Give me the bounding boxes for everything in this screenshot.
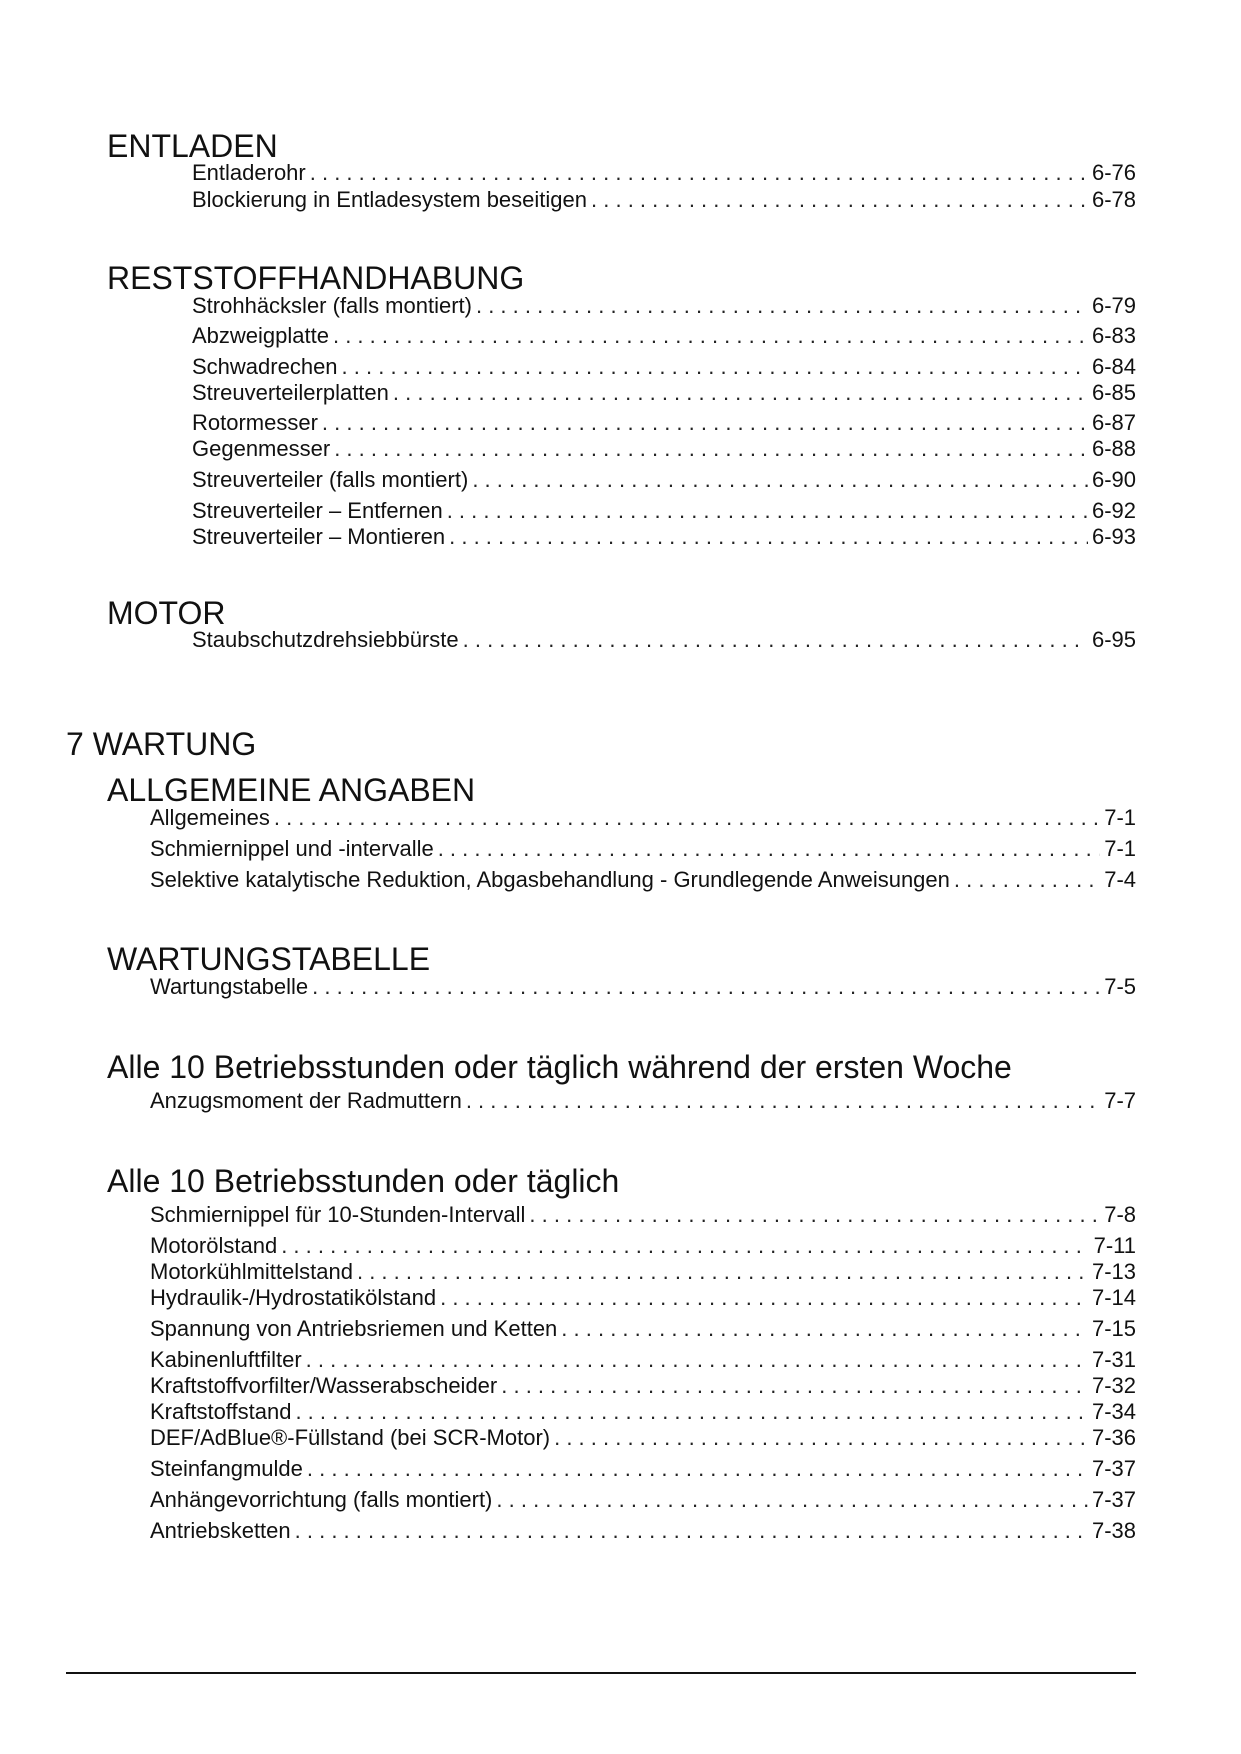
toc-entry-page: 7-13: [1091, 1259, 1136, 1284]
toc-entry[interactable]: [192, 627, 1136, 653]
toc-entry[interactable]: [150, 1456, 1136, 1482]
dot-leader: [333, 323, 1088, 349]
dot-leader: [310, 160, 1088, 186]
toc-entry[interactable]: [192, 410, 1136, 436]
toc-entry[interactable]: [150, 1233, 1136, 1259]
toc-entry-page: 7-31: [1091, 1347, 1136, 1372]
dot-leader: [334, 436, 1088, 462]
toc-entry-label: Schmiernippel für 10-Stunden-Intervall: [150, 1202, 526, 1227]
toc-entry[interactable]: [150, 1316, 1136, 1342]
toc-entry-label: Streuverteiler – Entfernen: [192, 498, 443, 523]
toc-entry-page: 6-78: [1091, 187, 1136, 212]
section-title-wartungstabelle: WARTUNGSTABELLE: [107, 941, 431, 977]
toc-entry[interactable]: [150, 867, 1136, 893]
toc-entry-page: 7-7: [1104, 1088, 1136, 1113]
toc-entry-page: 6-92: [1091, 498, 1136, 523]
toc-entry-page: 7-37: [1091, 1487, 1136, 1512]
toc-entry-label: Kraftstoffvorfilter/Wasserabscheider: [150, 1373, 498, 1398]
section-title-entladen: ENTLADEN: [107, 128, 278, 164]
toc-entry-label: Strohhäcksler (falls montiert): [192, 293, 472, 318]
toc-entry-label: Antriebsketten: [150, 1518, 291, 1543]
toc-entry[interactable]: [150, 974, 1136, 1000]
dot-leader: [447, 498, 1088, 524]
toc-entry-label: Gegenmesser: [192, 436, 331, 461]
toc-entry-label: Anzugsmoment der Radmuttern: [150, 1088, 462, 1113]
toc-entry-label: DEF/AdBlue®-Füllstand (bei SCR-Motor): [150, 1425, 551, 1450]
toc-entry-page: 7-34: [1091, 1399, 1136, 1424]
toc-entry-label: Kabinenluftfilter: [150, 1347, 302, 1372]
toc-entry-page: 6-83: [1091, 323, 1136, 348]
toc-entry[interactable]: [192, 187, 1136, 213]
toc-entry-label: Kraftstoffstand: [150, 1399, 292, 1424]
toc-entry-page: 7-32: [1091, 1373, 1136, 1398]
toc-entry[interactable]: [150, 1373, 1136, 1399]
dot-leader: [295, 1399, 1088, 1425]
dot-leader: [501, 1373, 1088, 1399]
dot-leader: [281, 1233, 1089, 1259]
dot-leader: [357, 1259, 1088, 1285]
dot-leader: [438, 836, 1101, 862]
dot-leader: [312, 974, 1100, 1000]
toc-entry[interactable]: [150, 836, 1136, 862]
toc-entry-page: 6-88: [1091, 436, 1136, 461]
section-title-motor: MOTOR: [107, 595, 226, 631]
toc-entry[interactable]: [150, 1518, 1136, 1544]
toc-entry-label: Selektive katalytische Reduktion, Abgasbehandlung - Grundlegende Anweisungen: [150, 867, 950, 892]
dot-leader: [342, 354, 1088, 380]
toc-entry-page: 7-4: [1104, 867, 1136, 892]
toc-entry[interactable]: [150, 805, 1136, 831]
toc-entry[interactable]: [192, 293, 1136, 319]
toc-entry-label: Allgemeines: [150, 805, 270, 830]
toc-entry-page: 7-36: [1091, 1425, 1136, 1450]
toc-entry-label: Abzweigplatte: [192, 323, 329, 348]
toc-entry-page: 6-95: [1091, 627, 1136, 652]
dot-leader: [449, 524, 1088, 550]
toc-entry-page: 6-79: [1091, 293, 1136, 318]
toc-entry[interactable]: [192, 498, 1136, 524]
dot-leader: [274, 805, 1100, 831]
toc-entry-page: 6-76: [1091, 160, 1136, 185]
toc-entry-page: 7-38: [1091, 1518, 1136, 1543]
dot-leader: [561, 1316, 1088, 1342]
toc-entry[interactable]: [150, 1202, 1136, 1228]
dot-leader: [463, 627, 1088, 653]
dot-leader: [466, 1088, 1100, 1114]
toc-entry[interactable]: [150, 1487, 1136, 1513]
dot-leader: [306, 1347, 1088, 1373]
toc-entry[interactable]: [192, 436, 1136, 462]
toc-entry[interactable]: [150, 1399, 1136, 1425]
toc-entry-page: 7-1: [1104, 836, 1136, 861]
section-title-allgemeine-angaben: ALLGEMEINE ANGABEN: [107, 772, 476, 808]
toc-entry-label: Schmiernippel und -intervalle: [150, 836, 434, 861]
toc-entry[interactable]: [192, 524, 1136, 550]
toc-entry-label: Blockierung in Entladesystem beseitigen: [192, 187, 588, 212]
toc-entry-page: 6-87: [1091, 410, 1136, 435]
toc-entry-page: 7-11: [1093, 1233, 1136, 1258]
toc-entry[interactable]: [192, 160, 1136, 186]
toc-entry-label: Steinfangmulde: [150, 1456, 303, 1481]
dot-leader: [954, 867, 1100, 893]
section-title-reststoffhandhabung: RESTSTOFFHANDHABUNG: [107, 260, 525, 296]
toc-entry-page: 6-90: [1091, 467, 1136, 492]
toc-entry-label: Staubschutzdrehsiebbürste: [192, 627, 459, 652]
toc-entry-page: 7-14: [1091, 1285, 1136, 1310]
dot-leader: [472, 467, 1088, 493]
dot-leader: [393, 380, 1088, 406]
toc-entry-label: Hydraulik-/Hydrostatikölstand: [150, 1285, 437, 1310]
toc-entry-page: 7-15: [1091, 1316, 1136, 1341]
toc-entry-page: 6-85: [1091, 380, 1136, 405]
toc-entry-label: Streuverteilerplatten: [192, 380, 389, 405]
dot-leader: [440, 1285, 1088, 1311]
dot-leader: [554, 1425, 1088, 1451]
toc-entry-label: Streuverteiler – Montieren: [192, 524, 446, 549]
dot-leader: [476, 293, 1088, 319]
dot-leader: [295, 1518, 1088, 1544]
toc-entry-page: 7-37: [1091, 1456, 1136, 1481]
toc-entry-label: Anhängevorrichtung (falls montiert): [150, 1487, 493, 1512]
toc-entry[interactable]: [192, 354, 1136, 380]
toc-entry-label: Streuverteiler (falls montiert): [192, 467, 469, 492]
toc-entry[interactable]: [192, 323, 1136, 349]
section-title-taeglich: Alle 10 Betriebsstunden oder täglich: [107, 1163, 620, 1199]
section-title-erste-woche: Alle 10 Betriebsstunden oder täglich während der ersten Woche: [107, 1049, 1012, 1085]
toc-entry[interactable]: [192, 467, 1136, 493]
dot-leader: [529, 1202, 1100, 1228]
toc-entry-page: 6-93: [1091, 524, 1136, 549]
dot-leader: [307, 1456, 1088, 1482]
toc-entry-label: Schwadrechen: [192, 354, 338, 379]
toc-entry-label: Motorkühlmittelstand: [150, 1259, 353, 1284]
dot-leader: [322, 410, 1088, 436]
toc-entry[interactable]: [150, 1259, 1136, 1285]
chapter-title-wartung: 7 WARTUNG: [66, 726, 257, 762]
toc-entry-label: Wartungstabelle: [150, 974, 309, 999]
dot-leader: [591, 187, 1088, 213]
dot-leader: [496, 1487, 1088, 1513]
toc-entry-page: 6-84: [1091, 354, 1136, 379]
toc-entry-page: 7-8: [1104, 1202, 1136, 1227]
toc-entry-label: Spannung von Antriebsriemen und Ketten: [150, 1316, 558, 1341]
toc-entry-page: 7-5: [1104, 974, 1136, 999]
toc-entry[interactable]: [150, 1088, 1136, 1114]
toc-entry-label: Rotormesser: [192, 410, 318, 435]
toc-entry-label: Motorölstand: [150, 1233, 278, 1258]
toc-entry[interactable]: [150, 1285, 1136, 1311]
footer-rule: [66, 1672, 1136, 1674]
toc-entry[interactable]: [192, 380, 1136, 406]
toc-entry-label: Entladerohr: [192, 160, 306, 185]
toc-entry[interactable]: [150, 1347, 1136, 1373]
toc-entry[interactable]: [150, 1425, 1136, 1451]
toc-entry-page: 7-1: [1104, 805, 1136, 830]
